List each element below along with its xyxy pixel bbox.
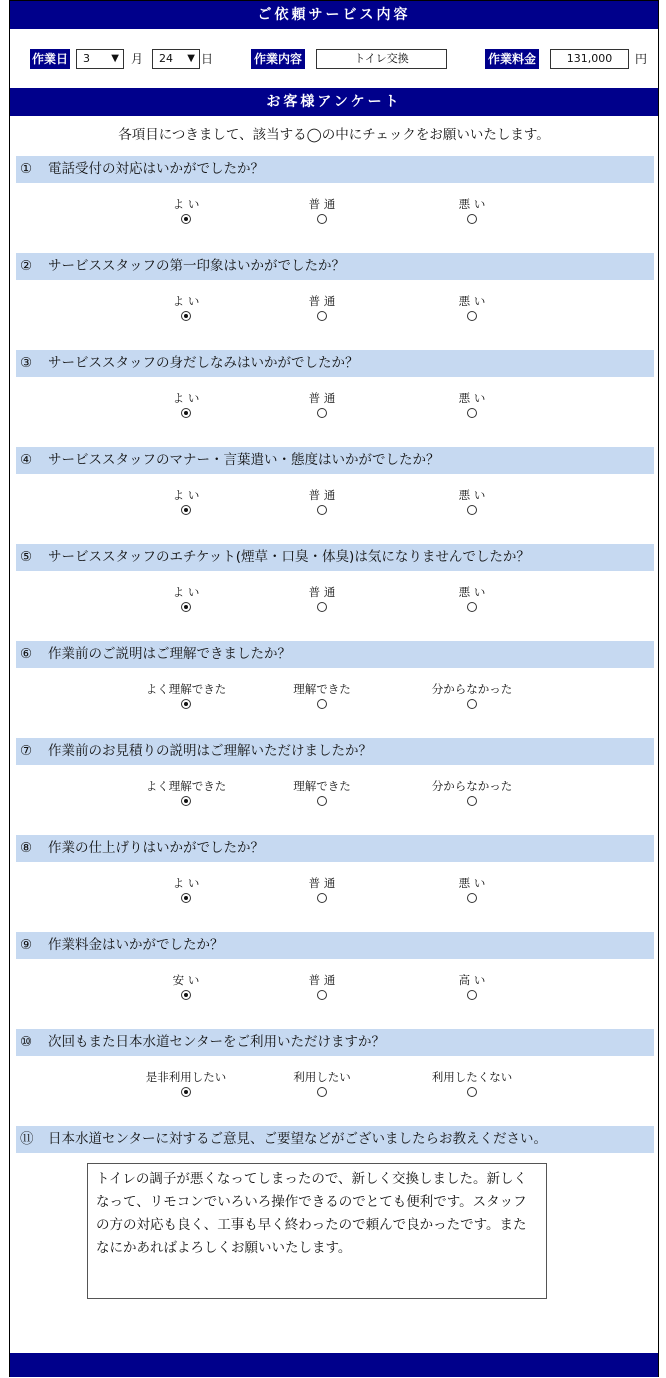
survey-instruction: 各項目につきまして、該当する◯の中にチェックをお願いいたします。 [118,127,550,143]
answer-option[interactable] [412,293,532,321]
radio-button[interactable] [317,796,327,806]
option-label: よ い [172,585,200,599]
radio-button[interactable] [181,311,191,321]
radio-button[interactable] [467,214,477,224]
footer-bar [10,1353,658,1377]
option-label: 悪 い [458,294,486,308]
fee-field[interactable]: 131,000 [550,49,629,69]
question-9 [16,932,654,1022]
chevron-down-icon: ▼ [187,53,195,64]
day-value: 24 [159,52,173,65]
answer-option[interactable] [126,390,246,418]
question-header [16,932,654,959]
question-text: 作業前のご説明はご理解できましたか？ [48,646,291,662]
radio-button[interactable] [317,214,327,224]
radio-button[interactable] [317,990,327,1000]
question-header [16,253,654,280]
question-4 [16,447,654,537]
option-label: 普 通 [308,488,336,502]
option-label: よ い [172,294,200,308]
month-select[interactable] [76,49,124,69]
option-label: よく理解できた [145,682,227,696]
answer-option[interactable] [262,487,382,515]
answer-option[interactable] [262,293,382,321]
answer-option[interactable] [412,972,532,1000]
answer-option[interactable] [262,1069,382,1097]
radio-button[interactable] [181,893,191,903]
question-header [16,835,654,862]
question-number: ⑧ [20,840,33,856]
question-text: サービススタッフの第一印象はいかがでしたか？ [48,258,345,274]
answer-option[interactable] [412,487,532,515]
radio-button[interactable] [467,796,477,806]
option-label: 悪 い [458,585,486,599]
question-text: 作業の仕上げりはいかがでしたか？ [48,840,264,856]
question-number: ② [20,258,33,274]
question-2 [16,253,654,343]
option-label: 普 通 [308,294,336,308]
radio-button[interactable] [467,893,477,903]
question-header [16,641,654,668]
content-label: 作業内容 [251,49,305,69]
survey-frame [9,0,659,1377]
question-number: ⑪ [20,1131,34,1147]
question-1 [16,156,654,246]
radio-button[interactable] [467,505,477,515]
question-number: ① [20,161,33,177]
fee-label: 作業料金 [485,49,539,69]
question-7 [16,738,654,828]
service-header: ご依頼サービス内容 [10,1,658,29]
question-number: ⑨ [20,937,33,953]
question-text: 作業料金はいかがでしたか？ [48,937,224,953]
answer-option[interactable] [412,1069,532,1097]
question-text: 電話受付の対応はいかがでしたか？ [48,161,264,177]
question-text: 次回もまた日本水道センターをご利用いただけますか？ [48,1034,385,1050]
radio-button[interactable] [181,699,191,709]
question-header [16,1126,654,1153]
radio-button[interactable] [467,990,477,1000]
radio-button[interactable] [467,1087,477,1097]
answer-option[interactable] [126,972,246,1000]
option-label: 普 通 [308,585,336,599]
option-label: 悪 い [458,197,486,211]
radio-button[interactable] [181,990,191,1000]
date-label: 作業日 [30,49,70,69]
service-info-row [10,47,658,71]
answer-option[interactable] [126,293,246,321]
option-label: 悪 い [458,876,486,890]
answer-option[interactable] [262,972,382,1000]
answer-option[interactable] [262,584,382,612]
option-label: 普 通 [308,876,336,890]
option-label: 普 通 [308,973,336,987]
option-label: 安 い [172,973,200,987]
question-text: サービススタッフの身だしなみはいかがでしたか？ [48,355,359,371]
radio-button[interactable] [181,505,191,515]
option-label: 利用したくない [431,1070,513,1084]
question-text: サービススタッフのマナー・言葉遣い・態度はいかがでしたか？ [48,452,440,468]
radio-button[interactable] [181,214,191,224]
question-8 [16,835,654,925]
question-header [16,156,654,183]
answer-option[interactable] [262,875,382,903]
radio-button[interactable] [317,408,327,418]
option-label: よ い [172,876,200,890]
option-label: よく理解できた [145,779,227,793]
radio-button[interactable] [467,311,477,321]
radio-button[interactable] [317,602,327,612]
option-label: よ い [172,391,200,405]
question-number: ⑩ [20,1034,33,1050]
radio-button[interactable] [317,311,327,321]
option-label: 悪 い [458,488,486,502]
question-header [16,544,654,571]
question-text: 作業前のお見積りの説明はご理解いただけましたか？ [48,743,372,759]
radio-button[interactable] [317,699,327,709]
option-label: 理解できた [293,682,351,696]
option-label: 普 通 [308,197,336,211]
radio-button[interactable] [317,505,327,515]
radio-button[interactable] [467,602,477,612]
radio-button[interactable] [467,699,477,709]
option-label: 悪 い [458,391,486,405]
option-label: 普 通 [308,391,336,405]
answer-option[interactable] [126,875,246,903]
question-number: ⑤ [20,549,33,565]
answer-option[interactable] [262,390,382,418]
answer-option[interactable] [126,1069,246,1097]
radio-button[interactable] [181,602,191,612]
answer-option[interactable] [126,778,246,806]
month-unit: 月 [131,52,144,66]
answer-option[interactable] [126,681,246,709]
question-number: ⑥ [20,646,33,662]
question-11 [16,1126,654,1153]
answer-option[interactable] [412,390,532,418]
radio-button[interactable] [181,796,191,806]
answer-option[interactable] [412,681,532,709]
chevron-down-icon: ▼ [111,53,119,64]
answer-option[interactable] [412,196,532,224]
question-5 [16,544,654,634]
day-select[interactable] [152,49,200,69]
question-number: ③ [20,355,33,371]
answer-option[interactable] [412,778,532,806]
question-3 [16,350,654,440]
question-text: サービススタッフのエチケット(煙草・口臭・体臭)は気になりませんでしたか？ [48,549,530,565]
radio-button[interactable] [467,408,477,418]
answer-option[interactable] [262,778,382,806]
month-value: 3 [83,52,90,65]
question-6 [16,641,654,731]
option-label: 利用したい [293,1070,351,1084]
question-header [16,738,654,765]
radio-button[interactable] [317,893,327,903]
option-label: よ い [172,488,200,502]
option-label: 高 い [458,973,486,987]
answer-option[interactable] [412,875,532,903]
radio-button[interactable] [181,1087,191,1097]
survey-header: お客様アンケート [10,88,658,116]
answer-option[interactable] [126,584,246,612]
answer-option[interactable] [126,487,246,515]
day-unit: 日 [201,52,214,66]
answer-option[interactable] [262,681,382,709]
question-10 [16,1029,654,1119]
answer-option[interactable] [126,196,246,224]
fee-unit: 円 [635,52,648,66]
radio-button[interactable] [181,408,191,418]
option-label: 是非利用したい [145,1070,227,1084]
question-header [16,447,654,474]
question-text: 日本水道センターに対するご意見、ご要望などがございましたらお教えください。 [48,1131,547,1147]
answer-option[interactable] [412,584,532,612]
content-field[interactable]: トイレ交換 [316,49,447,69]
question-number: ⑦ [20,743,33,759]
answer-option[interactable] [262,196,382,224]
option-label: 理解できた [293,779,351,793]
question-number: ④ [20,452,33,468]
question-header [16,1029,654,1056]
option-label: 分からなかった [431,682,513,696]
question-header [16,350,654,377]
option-label: 分からなかった [431,779,513,793]
comment-textarea[interactable]: トイレの調子が悪くなってしまったので、新しく交換しました。新しくなって、リモコンでいろいろ操作できるのでとても便利です。スタッフの方の対応も良く、工事も早く終わったので頼んで良かったです。またなにかあればよろしくお願いいたします。 [87,1163,547,1299]
radio-button[interactable] [317,1087,327,1097]
option-label: よ い [172,197,200,211]
